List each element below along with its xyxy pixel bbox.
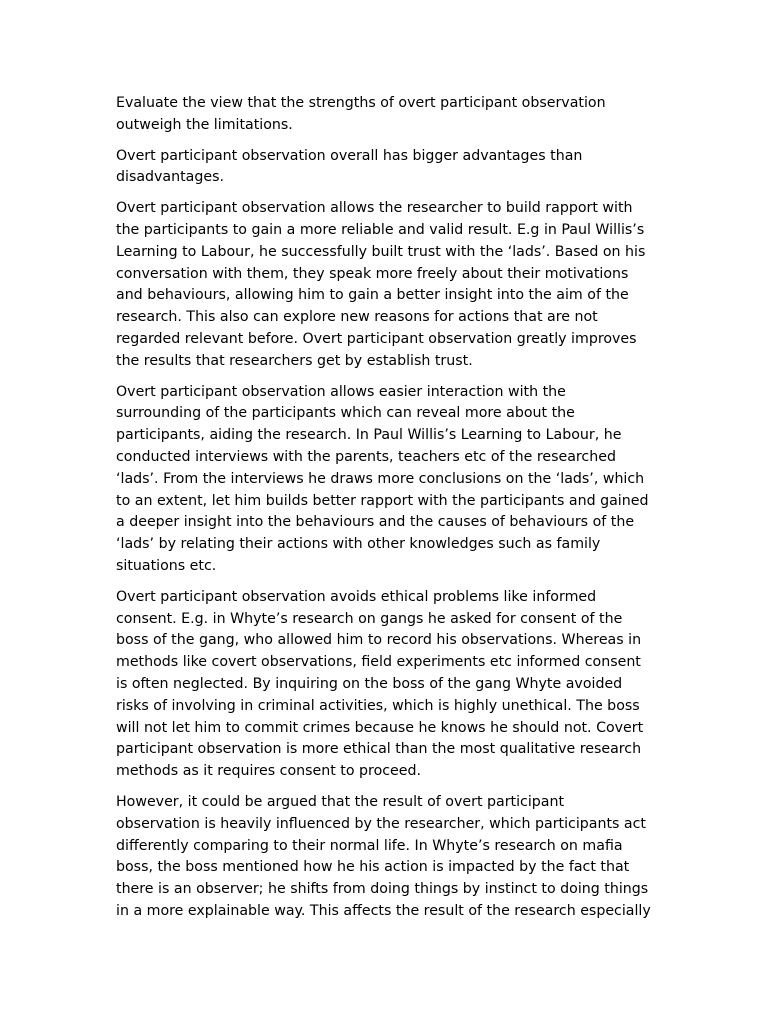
text-line: situations etc. bbox=[116, 557, 217, 574]
body-paragraph-rapport bbox=[116, 198, 656, 372]
thesis-paragraph bbox=[116, 146, 656, 190]
text-line: However, it could be argued that the result of overt participant bbox=[116, 793, 565, 810]
text-line: boss of the gang, who allowed him to record his observations. Whereas in bbox=[116, 632, 642, 649]
text-line: methods as it requires consent to proceed. bbox=[116, 763, 422, 780]
text-line: disadvantages. bbox=[116, 169, 225, 186]
question-paragraph bbox=[116, 93, 656, 137]
text-line: and behaviours, allowing him to gain a better insight into the aim of the bbox=[116, 287, 629, 304]
body-paragraph-counterargument bbox=[116, 792, 656, 923]
text-line: ‘lads’ by relating their actions with other knowledges such as family bbox=[116, 536, 601, 553]
text-line: risks of involving in criminal activities, which is highly unethical. The boss bbox=[116, 697, 640, 714]
text-line: Evaluate the view that the strengths of overt participant observation bbox=[116, 95, 606, 111]
text-line: consent. E.g. in Whyte’s research on gangs he asked for consent of the bbox=[116, 610, 623, 627]
text-line: Overt participant observation avoids ethical problems like informed bbox=[116, 588, 597, 605]
text-line: Overt participant observation allows easier interaction with the bbox=[116, 383, 566, 400]
text-line: in a more explainable way. This affects the result of the research especially bbox=[116, 902, 651, 919]
text-line: conversation with them, they speak more freely about their motivations bbox=[116, 265, 629, 282]
text-line: ‘lads’. From the interviews he draws more conclusions on the ‘lads’, which bbox=[116, 470, 645, 487]
text-line: there is an observer; he shifts from doing things by instinct to doing things bbox=[116, 881, 649, 898]
text-line: surrounding of the participants which can reveal more about the bbox=[116, 405, 575, 422]
text-line: a deeper insight into the behaviours and the causes of behaviours of the bbox=[116, 514, 635, 531]
text-line: participant observation is more ethical than the most qualitative research bbox=[116, 741, 642, 758]
text-line: regarded relevant before. Overt participant observation greatly improves bbox=[116, 330, 637, 347]
text-line: will not let him to commit crimes because he knows he should not. Covert bbox=[116, 719, 644, 736]
text-line: outweigh the limitations. bbox=[116, 116, 293, 133]
text-line: participants, aiding the research. In Paul Willis’s Learning to Labour, he bbox=[116, 427, 622, 444]
text-line: the participants to gain a more reliable and valid result. E.g in Paul Willis’s bbox=[116, 221, 645, 238]
text-line: observation is heavily influenced by the researcher, which participants act bbox=[116, 815, 646, 832]
text-line: research. This also can explore new reasons for actions that are not bbox=[116, 309, 598, 326]
text-line: Overt participant observation overall has bigger advantages than bbox=[116, 147, 583, 164]
document-page bbox=[116, 93, 656, 932]
text-line: differently comparing to their normal life. In Whyte’s research on mafia bbox=[116, 837, 623, 854]
text-line: boss, the boss mentioned how he his action is impacted by the fact that bbox=[116, 859, 630, 876]
text-line: to an extent, let him builds better rapport with the participants and gained bbox=[116, 492, 649, 509]
text-line: the results that researchers get by establish trust. bbox=[116, 352, 473, 369]
body-paragraph-interaction bbox=[116, 382, 656, 578]
text-line: Overt participant observation allows the researcher to build rapport with bbox=[116, 200, 633, 217]
text-line: methods like covert observations, field experiments etc informed consent bbox=[116, 654, 641, 671]
text-line: Learning to Labour, he successfully built trust with the ‘lads’. Based on his bbox=[116, 243, 646, 260]
text-line: conducted interviews with the parents, teachers etc of the researched bbox=[116, 448, 616, 465]
text-line: is often neglected. By inquiring on the boss of the gang Whyte avoided bbox=[116, 675, 623, 692]
body-paragraph-ethics bbox=[116, 587, 656, 783]
